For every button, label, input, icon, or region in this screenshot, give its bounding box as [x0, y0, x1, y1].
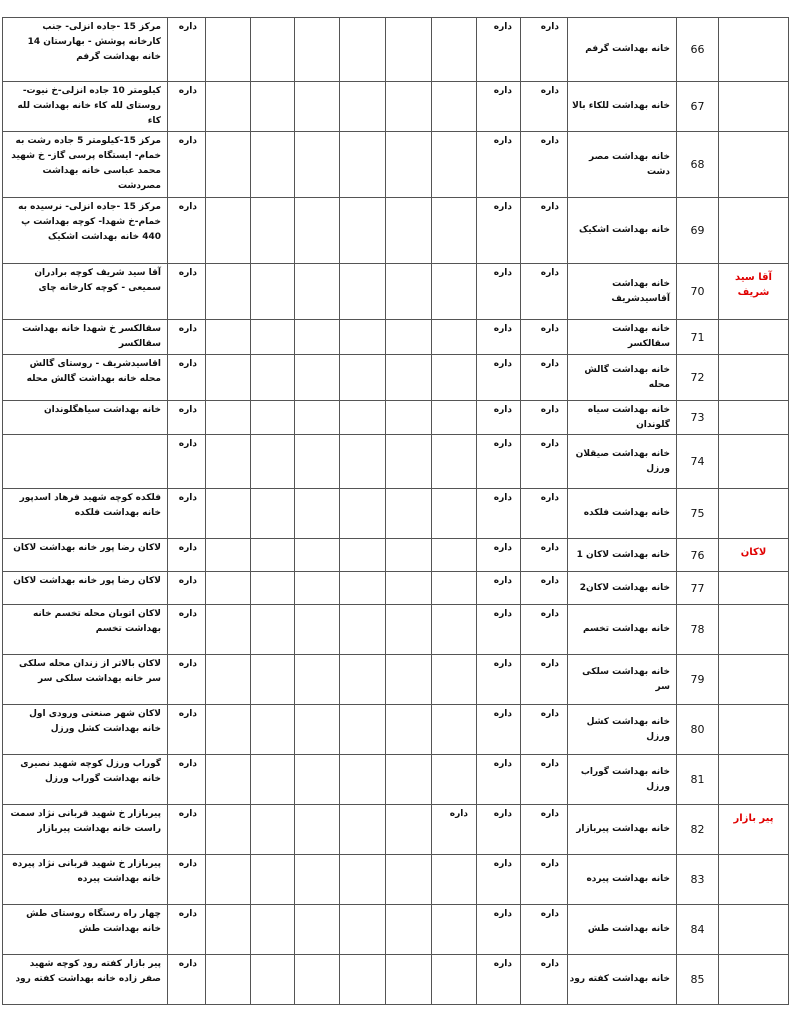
status-cell-2: داره — [477, 605, 521, 655]
status-cell-address-side: داره — [168, 264, 206, 320]
row-number-cell: 69 — [677, 198, 719, 264]
health-house-name-cell: خانه بهداشت سیاه گلوندان — [568, 401, 677, 435]
table-row — [3, 401, 789, 435]
row-number-cell: 83 — [677, 855, 719, 905]
health-houses-table — [2, 17, 789, 1005]
status-cell-address-side: داره — [168, 855, 206, 905]
table-body — [3, 18, 789, 1005]
status-cell-2: داره — [477, 805, 521, 855]
empty-cell — [206, 539, 251, 572]
health-house-name-cell: خانه بهداشت کفته رود — [568, 955, 677, 1005]
status-cell-3 — [432, 572, 477, 605]
empty-cell — [206, 955, 251, 1005]
status-cell-address-side: داره — [168, 355, 206, 401]
region-cell — [719, 572, 789, 605]
status-cell-3 — [432, 82, 477, 132]
empty-cell — [206, 264, 251, 320]
health-house-name-cell: خانه بهداشت فلکده — [568, 489, 677, 539]
status-cell-1: داره — [521, 855, 568, 905]
empty-cell — [206, 18, 251, 82]
empty-cell — [206, 905, 251, 955]
empty-cell — [340, 320, 386, 355]
row-number-cell: 80 — [677, 705, 719, 755]
status-cell-3 — [432, 264, 477, 320]
status-cell-address-side: داره — [168, 705, 206, 755]
empty-cell — [295, 198, 340, 264]
region-cell — [719, 755, 789, 805]
empty-cell — [251, 705, 295, 755]
status-cell-address-side: داره — [168, 82, 206, 132]
health-house-name-cell: خانه بهداشت گرفم — [568, 18, 677, 82]
status-cell-1: داره — [521, 355, 568, 401]
table-row — [3, 805, 789, 855]
empty-cell — [295, 489, 340, 539]
table-row — [3, 572, 789, 605]
status-cell-2: داره — [477, 264, 521, 320]
region-cell — [719, 605, 789, 655]
empty-cell — [295, 18, 340, 82]
status-cell-address-side: داره — [168, 539, 206, 572]
empty-cell — [251, 264, 295, 320]
address-cell: مرکز 15 -جاده انزلی- نرسیده به خمام-خ شهدا- کوچه بهداشت پ 440 خانه بهداشت اشکیک — [3, 198, 168, 264]
empty-cell — [386, 605, 432, 655]
status-cell-3 — [432, 132, 477, 198]
empty-cell — [251, 755, 295, 805]
table-row — [3, 655, 789, 705]
empty-cell — [295, 955, 340, 1005]
empty-cell — [340, 572, 386, 605]
empty-cell — [251, 132, 295, 198]
address-cell: پیربازار خ شهید قربانی نژاد سمت راست خانه بهداشت پیربازار — [3, 805, 168, 855]
empty-cell — [295, 655, 340, 705]
status-cell-1: داره — [521, 198, 568, 264]
health-house-name-cell: خانه بهداشت صیقلان ورزل — [568, 435, 677, 489]
empty-cell — [295, 355, 340, 401]
region-cell — [719, 320, 789, 355]
region-cell — [719, 401, 789, 435]
empty-cell — [386, 198, 432, 264]
table-row — [3, 435, 789, 489]
status-cell-address-side: داره — [168, 572, 206, 605]
address-cell: اقاسیدشریف - روستای گالش محله خانه بهداشت گالش محله — [3, 355, 168, 401]
empty-cell — [386, 355, 432, 401]
empty-cell — [386, 320, 432, 355]
empty-cell — [206, 805, 251, 855]
health-house-name-cell: خانه بهداشت پیرده — [568, 855, 677, 905]
empty-cell — [206, 855, 251, 905]
row-number-cell: 71 — [677, 320, 719, 355]
status-cell-address-side: داره — [168, 132, 206, 198]
empty-cell — [295, 435, 340, 489]
status-cell-1: داره — [521, 489, 568, 539]
empty-cell — [206, 132, 251, 198]
empty-cell — [251, 655, 295, 705]
empty-cell — [295, 855, 340, 905]
empty-cell — [206, 82, 251, 132]
region-cell — [719, 705, 789, 755]
health-house-name-cell: خانه بهداشت مصر دشت — [568, 132, 677, 198]
health-house-name-cell: خانه بهداشت لاکان 1 — [568, 539, 677, 572]
address-cell: لاکان شهر صنعتی ورودی اول خانه بهداشت کشل ورزل — [3, 705, 168, 755]
status-cell-address-side: داره — [168, 905, 206, 955]
empty-cell — [386, 435, 432, 489]
empty-cell — [295, 805, 340, 855]
table-row — [3, 489, 789, 539]
region-cell: آقا سید شریف — [719, 264, 789, 320]
status-cell-1: داره — [521, 805, 568, 855]
row-number-cell: 68 — [677, 132, 719, 198]
row-number-cell: 75 — [677, 489, 719, 539]
empty-cell — [340, 198, 386, 264]
status-cell-1: داره — [521, 401, 568, 435]
empty-cell — [251, 572, 295, 605]
status-cell-2: داره — [477, 132, 521, 198]
status-cell-3: داره — [432, 805, 477, 855]
empty-cell — [340, 264, 386, 320]
empty-cell — [340, 605, 386, 655]
region-cell — [719, 489, 789, 539]
address-cell: مرکز 15-کیلومتر 5 جاده رشت به خمام- ایستگاه پرسی گاز- خ شهید محمد عباسی خانه بهداشت مصردشت — [3, 132, 168, 198]
empty-cell — [206, 605, 251, 655]
region-cell — [719, 355, 789, 401]
empty-cell — [206, 572, 251, 605]
empty-cell — [386, 572, 432, 605]
table-row — [3, 605, 789, 655]
status-cell-1: داره — [521, 755, 568, 805]
empty-cell — [251, 18, 295, 82]
empty-cell — [386, 82, 432, 132]
empty-cell — [340, 955, 386, 1005]
status-cell-3 — [432, 705, 477, 755]
status-cell-2: داره — [477, 755, 521, 805]
row-number-cell: 79 — [677, 655, 719, 705]
empty-cell — [206, 755, 251, 805]
status-cell-1: داره — [521, 18, 568, 82]
address-cell — [3, 435, 168, 489]
row-number-cell: 74 — [677, 435, 719, 489]
status-cell-address-side: داره — [168, 755, 206, 805]
status-cell-2: داره — [477, 435, 521, 489]
status-cell-address-side: داره — [168, 435, 206, 489]
empty-cell — [251, 435, 295, 489]
status-cell-3 — [432, 539, 477, 572]
empty-cell — [206, 489, 251, 539]
empty-cell — [295, 905, 340, 955]
empty-cell — [295, 539, 340, 572]
status-cell-2: داره — [477, 572, 521, 605]
address-cell: مرکز 15 -جاده انزلی- جنب کارخانه پوشش - بهارستان 14 خانه بهداشت گرفم — [3, 18, 168, 82]
table-row — [3, 82, 789, 132]
table-row — [3, 955, 789, 1005]
health-house-name-cell: خانه بهداشت طش — [568, 905, 677, 955]
empty-cell — [340, 132, 386, 198]
row-number-cell: 67 — [677, 82, 719, 132]
empty-cell — [340, 855, 386, 905]
table-row — [3, 320, 789, 355]
table-row — [3, 18, 789, 82]
status-cell-1: داره — [521, 605, 568, 655]
empty-cell — [251, 805, 295, 855]
empty-cell — [295, 705, 340, 755]
health-house-name-cell: خانه بهداشت سقالکسر — [568, 320, 677, 355]
empty-cell — [386, 705, 432, 755]
table-row — [3, 705, 789, 755]
empty-cell — [386, 264, 432, 320]
empty-cell — [206, 435, 251, 489]
address-cell: پیر بازار کفته رود کوچه شهید صفر زاده خانه بهداشت کفته رود — [3, 955, 168, 1005]
health-house-name-cell: خانه بهداشت سلکی سر — [568, 655, 677, 705]
row-number-cell: 70 — [677, 264, 719, 320]
status-cell-3 — [432, 355, 477, 401]
empty-cell — [206, 320, 251, 355]
status-cell-1: داره — [521, 264, 568, 320]
status-cell-1: داره — [521, 539, 568, 572]
empty-cell — [386, 755, 432, 805]
status-cell-3 — [432, 755, 477, 805]
empty-cell — [251, 539, 295, 572]
empty-cell — [251, 82, 295, 132]
status-cell-3 — [432, 489, 477, 539]
region-cell — [719, 132, 789, 198]
status-cell-2: داره — [477, 655, 521, 705]
region-cell: پیر بازار — [719, 805, 789, 855]
empty-cell — [295, 572, 340, 605]
row-number-cell: 77 — [677, 572, 719, 605]
empty-cell — [251, 355, 295, 401]
region-cell — [719, 82, 789, 132]
status-cell-address-side: داره — [168, 655, 206, 705]
status-cell-address-side: داره — [168, 401, 206, 435]
table-row — [3, 539, 789, 572]
empty-cell — [340, 539, 386, 572]
empty-cell — [251, 855, 295, 905]
status-cell-3 — [432, 18, 477, 82]
status-cell-address-side: داره — [168, 605, 206, 655]
empty-cell — [340, 435, 386, 489]
row-number-cell: 81 — [677, 755, 719, 805]
row-number-cell: 66 — [677, 18, 719, 82]
empty-cell — [386, 132, 432, 198]
status-cell-2: داره — [477, 320, 521, 355]
empty-cell — [295, 401, 340, 435]
status-cell-2: داره — [477, 539, 521, 572]
address-cell: گوراب ورزل کوچه شهید نصیری خانه بهداشت گوراب ورزل — [3, 755, 168, 805]
empty-cell — [340, 905, 386, 955]
empty-cell — [206, 355, 251, 401]
address-cell: خانه بهداشت سیاهگلوندان — [3, 401, 168, 435]
empty-cell — [206, 655, 251, 705]
empty-cell — [386, 805, 432, 855]
status-cell-address-side: داره — [168, 320, 206, 355]
status-cell-address-side: داره — [168, 198, 206, 264]
health-house-name-cell: خانه بهداشت لاکان2 — [568, 572, 677, 605]
status-cell-3 — [432, 855, 477, 905]
empty-cell — [340, 705, 386, 755]
table-row — [3, 198, 789, 264]
health-house-name-cell: خانه بهداشت گوراب ورزل — [568, 755, 677, 805]
status-cell-2: داره — [477, 705, 521, 755]
empty-cell — [386, 539, 432, 572]
region-cell — [719, 855, 789, 905]
status-cell-3 — [432, 955, 477, 1005]
region-cell — [719, 435, 789, 489]
empty-cell — [251, 198, 295, 264]
empty-cell — [251, 605, 295, 655]
empty-cell — [386, 905, 432, 955]
table-row — [3, 755, 789, 805]
address-cell: لاکان رضا پور خانه بهداشت لاکان — [3, 539, 168, 572]
region-cell — [719, 655, 789, 705]
status-cell-3 — [432, 401, 477, 435]
row-number-cell: 72 — [677, 355, 719, 401]
empty-cell — [340, 401, 386, 435]
status-cell-2: داره — [477, 855, 521, 905]
row-number-cell: 76 — [677, 539, 719, 572]
health-house-name-cell: خانه بهداشت اشکیک — [568, 198, 677, 264]
empty-cell — [295, 755, 340, 805]
empty-cell — [340, 489, 386, 539]
status-cell-address-side: داره — [168, 805, 206, 855]
table-row — [3, 855, 789, 905]
status-cell-1: داره — [521, 705, 568, 755]
region-cell — [719, 905, 789, 955]
empty-cell — [340, 18, 386, 82]
address-cell: سقالکسر خ شهدا خانه بهداشت سقالکسر — [3, 320, 168, 355]
status-cell-3 — [432, 605, 477, 655]
empty-cell — [386, 18, 432, 82]
row-number-cell: 78 — [677, 605, 719, 655]
address-cell: فلکده کوچه شهید فرهاد اسدپور خانه بهداشت فلکده — [3, 489, 168, 539]
status-cell-1: داره — [521, 572, 568, 605]
status-cell-2: داره — [477, 18, 521, 82]
region-cell — [719, 18, 789, 82]
status-cell-3 — [432, 435, 477, 489]
status-cell-1: داره — [521, 320, 568, 355]
address-cell: پیربازار خ شهید قربانی نژاد پیرده خانه بهداشت پیرده — [3, 855, 168, 905]
empty-cell — [251, 905, 295, 955]
row-number-cell: 85 — [677, 955, 719, 1005]
status-cell-2: داره — [477, 905, 521, 955]
status-cell-2: داره — [477, 401, 521, 435]
status-cell-address-side: داره — [168, 955, 206, 1005]
address-cell: لاکان بالاتر از زندان محله سلکی سر خانه بهداشت سلکی سر — [3, 655, 168, 705]
status-cell-2: داره — [477, 489, 521, 539]
empty-cell — [386, 655, 432, 705]
status-cell-3 — [432, 905, 477, 955]
status-cell-3 — [432, 198, 477, 264]
empty-cell — [251, 955, 295, 1005]
row-number-cell: 84 — [677, 905, 719, 955]
row-number-cell: 73 — [677, 401, 719, 435]
health-house-name-cell: خانه بهداشت پیربازار — [568, 805, 677, 855]
status-cell-1: داره — [521, 905, 568, 955]
empty-cell — [386, 401, 432, 435]
empty-cell — [340, 805, 386, 855]
status-cell-address-side: داره — [168, 18, 206, 82]
health-houses-table-page — [2, 17, 788, 1005]
empty-cell — [295, 82, 340, 132]
address-cell: لاکان رضا پور خانه بهداشت لاکان — [3, 572, 168, 605]
empty-cell — [386, 489, 432, 539]
table-row — [3, 132, 789, 198]
address-cell: چهار راه رستگاه روستای طش خانه بهداشت طش — [3, 905, 168, 955]
status-cell-1: داره — [521, 955, 568, 1005]
empty-cell — [340, 655, 386, 705]
empty-cell — [340, 355, 386, 401]
status-cell-3 — [432, 320, 477, 355]
empty-cell — [251, 320, 295, 355]
empty-cell — [386, 955, 432, 1005]
empty-cell — [251, 489, 295, 539]
empty-cell — [295, 605, 340, 655]
address-cell: کیلومتر 10 جاده انزلی-خ نیوت- روستای لله کاء خانه بهداشت لله کاء — [3, 82, 168, 132]
status-cell-2: داره — [477, 198, 521, 264]
health-house-name-cell: خانه بهداشت گالش محله — [568, 355, 677, 401]
status-cell-2: داره — [477, 955, 521, 1005]
region-cell — [719, 198, 789, 264]
status-cell-2: داره — [477, 82, 521, 132]
health-house-name-cell: خانه بهداشت للکاء بالا — [568, 82, 677, 132]
row-number-cell: 82 — [677, 805, 719, 855]
empty-cell — [295, 132, 340, 198]
status-cell-address-side: داره — [168, 489, 206, 539]
empty-cell — [340, 755, 386, 805]
empty-cell — [340, 82, 386, 132]
empty-cell — [206, 198, 251, 264]
status-cell-1: داره — [521, 655, 568, 705]
region-cell — [719, 955, 789, 1005]
table-row — [3, 264, 789, 320]
address-cell: لاکان اتوبان محله تخسم خانه بهداشت تخسم — [3, 605, 168, 655]
table-row — [3, 905, 789, 955]
status-cell-1: داره — [521, 82, 568, 132]
address-cell: آقا سید شریف کوچه برادران سمیعی - کوچه کارخانه چای — [3, 264, 168, 320]
health-house-name-cell: خانه بهداشت تخسم — [568, 605, 677, 655]
health-house-name-cell: خانه بهداشت کشل ورزل — [568, 705, 677, 755]
empty-cell — [206, 401, 251, 435]
status-cell-1: داره — [521, 132, 568, 198]
status-cell-1: داره — [521, 435, 568, 489]
empty-cell — [386, 855, 432, 905]
empty-cell — [206, 705, 251, 755]
empty-cell — [295, 264, 340, 320]
status-cell-2: داره — [477, 355, 521, 401]
status-cell-3 — [432, 655, 477, 705]
empty-cell — [295, 320, 340, 355]
health-house-name-cell: خانه بهداشت آقاسیدشریف — [568, 264, 677, 320]
empty-cell — [251, 401, 295, 435]
region-cell: لاکان — [719, 539, 789, 572]
table-row — [3, 355, 789, 401]
